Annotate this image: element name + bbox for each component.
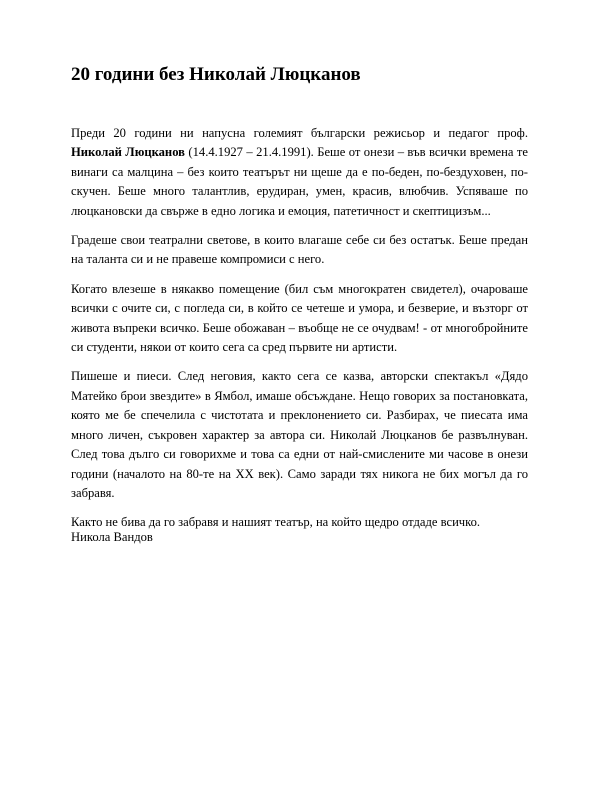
person-name-bold: Николай Люцканов — [71, 145, 185, 160]
article-title: 20 години без Николай Люцканов — [71, 64, 361, 85]
paragraph-2: Градеше свои театрални светове, в които влагаше себе си без остатък. Беше предан на таланта си и не правеше компромиси с него. — [71, 233, 528, 267]
article-body — [71, 124, 528, 543]
paragraph-4: Пишеше и пиеси. След неговия, както сега се казва, авторски спектакъл «Дядо Матейко брои звездите» в Ямбол, имаше обсъждане. Нещо говорих за постановката, която ме бе спечелила с чистотата и преклонението си. Разбирах, че пиесата има много личен, съкровен характер за автора си. Николай Люцканов бе развълнуван. След това дълго си говорихме и това са едни от най-смислените ми часове в онези години (началото на 80-те на XX век). Само заради тях никога не бих могъл да го забравя. — [71, 369, 528, 500]
paragraph-1 — [71, 124, 528, 221]
author-signature: Никола Вандов — [71, 530, 153, 544]
paragraph-1-lead: Преди 20 години ни напусна големият български режисьор и педагог проф. — [71, 126, 528, 140]
paragraph-3: Когато влезеше в някакво помещение (бил съм многократен свидетел), очароваше всички с очите си, с погледа си, в който се четеше и умора, и безверие, и възторг от живота въпреки всичко. Беше обожаван – въобще не се очудвам! - от многобройните си студенти, някои от които сега са сред първите ни артисти. — [71, 281, 528, 355]
paragraph-1-rest: (14.4.1927 – 21.4.1991). Беше от онези – във всички времена те винаги са малцина – без които театърът ни щеше да е по-беден, по-бездуховен, по-скучен. Беше много талантлив, ерудиран, умен, красив, влюбчив. Успяваше по люцкановски да свърже в едно логика и емоция, патетичност и скептицизъм... — [71, 145, 528, 218]
paragraph-5: Както не бива да го забравя и нашият театър, на който щедро отдаде всичко. — [71, 515, 481, 530]
